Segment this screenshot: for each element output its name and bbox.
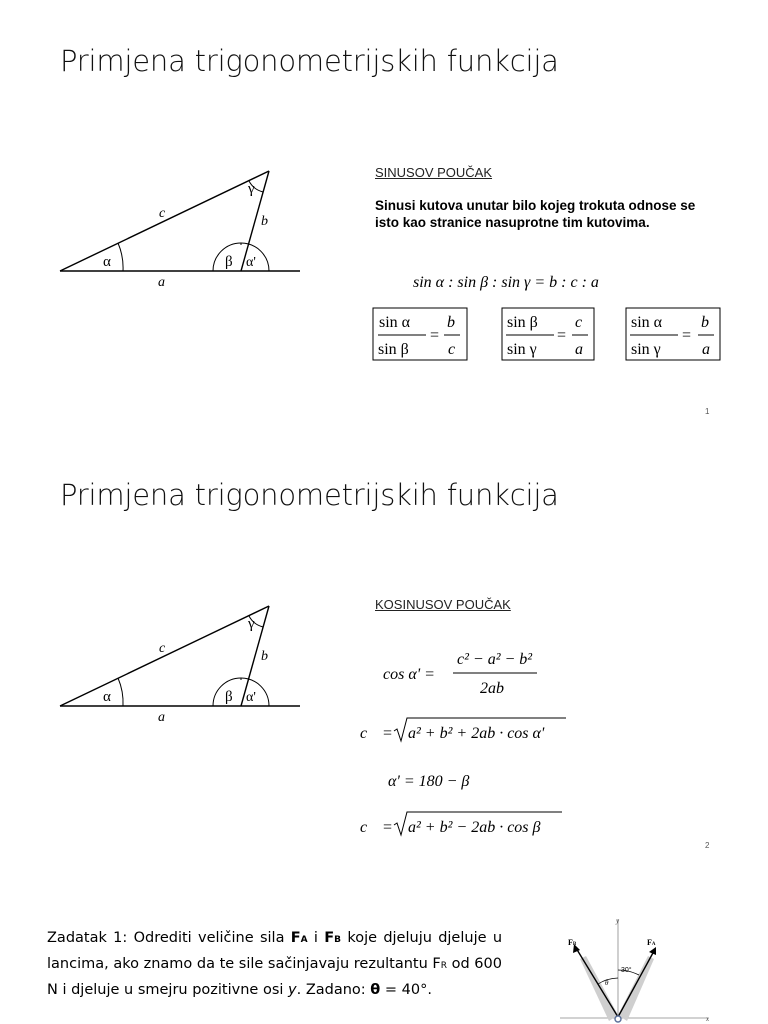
cos-lhs: cos α' =: [383, 666, 435, 683]
box3-den-left: sin γ: [631, 341, 661, 358]
label-b: b: [261, 649, 268, 664]
force-fa: FA: [290, 930, 308, 946]
sinus-heading: SINUSOV POUČAK: [375, 165, 493, 180]
fa-label: FA: [647, 938, 656, 947]
label-beta: β: [225, 254, 233, 270]
svg-text:=: =: [383, 725, 393, 742]
box1-den-right: c: [448, 341, 456, 358]
label-alpha-prime: α': [246, 255, 256, 270]
task-mid2: od 600 N i djeluje u smejru pozitivne osi: [47, 956, 502, 998]
triangle-figure-2: [55, 600, 305, 730]
angle-30-label: 30°: [621, 967, 632, 974]
box3-num-right: b: [701, 314, 709, 331]
box1-den-left: sin β: [378, 341, 409, 358]
box3-den-right: a: [702, 341, 710, 358]
label-alpha-prime: α': [246, 690, 256, 705]
eq3-lhs: c: [360, 819, 368, 836]
task-text: Zadatak 1: Odrediti veličine sila FA i FB koje djeluju djeluje u lancima, ako znamo da te sile sačinjavaju rezultantu FR od 600 N i djeluje u smejru pozitivne osi y. Zadano: θ = 40°.: [47, 930, 503, 998]
label-alpha: α: [103, 689, 111, 705]
sinus-formula-main: sin α : sin β : sin γ = b : c : a: [413, 274, 599, 291]
eq1-lhs: c: [360, 725, 368, 742]
task-axis: y: [288, 982, 297, 998]
x-axis-label: x: [706, 1015, 710, 1023]
box3-num-left: sin α: [631, 314, 663, 331]
triangle-figure-1: [55, 165, 305, 295]
force-diagram: [560, 915, 720, 1024]
box2-den-left: sin γ: [507, 341, 537, 358]
label-a: a: [158, 275, 165, 290]
task-intro: Zadatak 1: Odrediti veličine sila: [47, 930, 291, 946]
svg-text:=: =: [682, 327, 692, 344]
label-alpha: α: [103, 254, 111, 270]
page-number-2: 2: [705, 841, 710, 850]
box2-num-left: sin β: [507, 314, 538, 331]
cos-numerator: c² − a² − b²: [457, 651, 533, 668]
svg-text:=: =: [383, 819, 393, 836]
label-gamma: γ: [248, 181, 255, 197]
box1-num-right: b: [447, 314, 455, 331]
force-fb: FB: [324, 930, 342, 946]
fb-label: FB: [568, 938, 577, 947]
box2-den-right: a: [575, 341, 583, 358]
cos-denominator: 2ab: [480, 680, 504, 697]
svg-text:=: =: [430, 327, 440, 344]
kosinus-formulas: [350, 640, 610, 850]
box1-num-left: sin α: [379, 314, 411, 331]
kosinus-heading: KOSINUSOV POUČAK: [375, 597, 511, 612]
y-axis-label: y: [616, 917, 620, 925]
label-beta: β: [225, 689, 233, 705]
force-fr: FR: [432, 956, 448, 972]
task-theta: θ: [370, 982, 381, 998]
slide2-title: Primjena trigonometrijskih funkcija: [60, 478, 559, 512]
box2-num-right: c: [575, 314, 583, 331]
label-c: c: [159, 206, 166, 221]
eq1-rhs: a² + b² + 2ab · cos α': [408, 725, 545, 742]
eq2: α' = 180 − β: [388, 773, 470, 790]
sinus-ratio-boxes: [370, 305, 750, 365]
slide1-title: Primjena trigonometrijskih funkcija: [60, 44, 559, 78]
sinus-statement: Sinusi kutova unutar bilo kojeg trokuta odnose se isto kao stranice nasuprotne tim kutovima.: [375, 198, 696, 230]
page-number-1: 1: [705, 407, 710, 416]
label-c: c: [159, 641, 166, 656]
label-gamma: γ: [248, 616, 255, 632]
label-b: b: [261, 214, 268, 229]
task-mid: koje djeluju djeluje u lancima, ako znamo da te sile sačinjavaju rezultantu: [47, 930, 503, 972]
svg-text:=: =: [557, 327, 567, 344]
theta-label: θ: [605, 979, 609, 987]
eq3-rhs: a² + b² − 2ab · cos β: [408, 819, 541, 836]
label-a: a: [158, 710, 165, 725]
